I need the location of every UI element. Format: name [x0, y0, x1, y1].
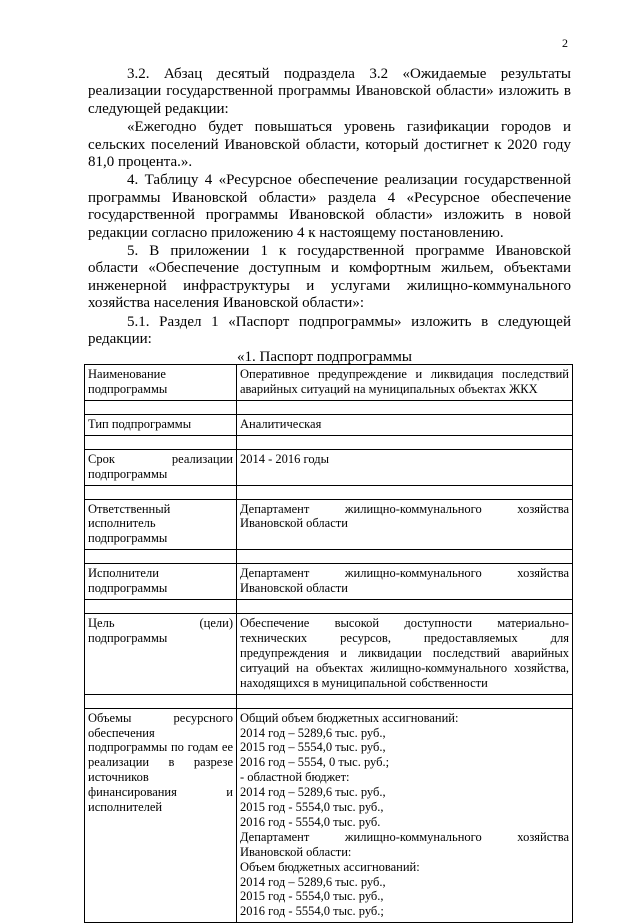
- row-label: Цель (цели) подпрограммы: [85, 614, 237, 695]
- gap-cell: [237, 550, 573, 564]
- row-label: Наименование подпрограммы: [85, 365, 237, 401]
- table-row: [85, 365, 573, 401]
- table-row: [85, 564, 573, 600]
- row-gap: [85, 600, 573, 614]
- paragraph-5: 5. В приложении 1 к государственной программе Ивановской области «Обеспечение доступным и комфортным жильем, объектами инженерной инфраструктуры и услугами жилищно-коммунального хозяйства населения Ивановской области»:: [88, 243, 571, 312]
- resources-label: Объемы ресурсного обеспечения подпрограммы по годам ее реализации в разрезе источников финансирования и исполнителей: [85, 708, 237, 923]
- gap-cell: [85, 400, 237, 414]
- paragraph-5-1: 5.1. Раздел 1 «Паспорт подпрограммы» изложить в следующей редакции:: [88, 313, 571, 348]
- row-value: Департамент жилищно-коммунального хозяйства Ивановской области: [237, 499, 573, 550]
- table-row: [85, 414, 573, 435]
- paragraph-quote: «Ежегодно будет повышаться уровень газификации городов и сельских поселений Ивановской области, который достигнет к 2020 году 81,0 процента.».: [88, 119, 571, 171]
- resources-line: 2014 год – 5289,6 тыс. руб.,: [240, 874, 386, 889]
- row-gap: [85, 485, 573, 499]
- row-value: Департамент жилищно-коммунального хозяйства Ивановской области: [237, 564, 573, 600]
- resources-line: 2016 год - 5554,0 тыс. руб.: [240, 814, 381, 829]
- table-row: [85, 499, 573, 550]
- gap-cell: [237, 600, 573, 614]
- gap-cell: [237, 694, 573, 708]
- row-gap: [85, 550, 573, 564]
- gap-cell: [85, 485, 237, 499]
- row-label: Исполнители подпрограммы: [85, 564, 237, 600]
- passport-table: [84, 364, 573, 923]
- resources-line: - областной бюджет:: [240, 770, 350, 785]
- gap-cell: [85, 435, 237, 449]
- table-row: [85, 449, 573, 485]
- gap-cell: [237, 485, 573, 499]
- resources-line: 2015 год - 5554,0 тыс. руб.,: [240, 889, 384, 904]
- page-number: 2: [562, 36, 568, 50]
- row-value: Аналитическая: [237, 414, 573, 435]
- table-row: [85, 614, 573, 695]
- gap-cell: [237, 435, 573, 449]
- resources-line: 2016 год - 5554,0 тыс. руб.;: [240, 904, 384, 919]
- row-value: Оперативное предупреждение и ликвидация последствий аварийных ситуаций на муниципальных объектах ЖКХ: [237, 365, 573, 401]
- resources-line: Общий объем бюджетных ассигнований:: [240, 710, 459, 725]
- row-value: 2014 - 2016 годы: [237, 449, 573, 485]
- resources-line: Объем бюджетных ассигнований:: [240, 859, 420, 874]
- gap-cell: [237, 400, 573, 414]
- resources-line: 2016 год – 5554, 0 тыс. руб.;: [240, 755, 390, 770]
- resources-line: Департамент жилищно-коммунального хозяйства Ивановской области:: [240, 829, 569, 859]
- resources-value: [237, 708, 573, 923]
- resources-line: 2014 год – 5289,6 тыс. руб.,: [240, 725, 386, 740]
- row-gap: [85, 694, 573, 708]
- body-text: [88, 66, 571, 349]
- table-caption: «1. Паспорт подпрограммы: [237, 349, 412, 365]
- resources-line: 2015 год – 5554,0 тыс. руб.,: [240, 740, 386, 755]
- gap-cell: [85, 600, 237, 614]
- row-label: Ответственный исполнитель подпрограммы: [85, 499, 237, 550]
- resources-line: 2015 год - 5554,0 тыс. руб.,: [240, 800, 384, 815]
- row-label: Тип подпрограммы: [85, 414, 237, 435]
- row-value: Обеспечение высокой доступности материально-технических ресурсов, предоставляемых для предупреждения и ликвидации последствий аварийных ситуаций на объектах жилищно-коммунального хозяйства, находящихся в муниципальной собственности: [237, 614, 573, 695]
- gap-cell: [85, 694, 237, 708]
- paragraph-4: 4. Таблицу 4 «Ресурсное обеспечение реализации государственной программы Ивановской области» раздела 4 «Ресурсное обеспечение государственной программы Ивановской области» изложить в новой редакции согласно приложению 4 к настоящему постановлению.: [88, 172, 571, 241]
- row-gap: [85, 400, 573, 414]
- paragraph-3-2: 3.2. Абзац десятый подраздела 3.2 «Ожидаемые результаты реализации государственной программы Ивановской области» изложить в следующей редакции:: [88, 66, 571, 117]
- row-label: Срок реализации подпрограммы: [85, 449, 237, 485]
- table-row-resources: [85, 708, 573, 923]
- gap-cell: [85, 550, 237, 564]
- row-gap: [85, 435, 573, 449]
- resources-line: 2014 год – 5289,6 тыс. руб.,: [240, 785, 386, 800]
